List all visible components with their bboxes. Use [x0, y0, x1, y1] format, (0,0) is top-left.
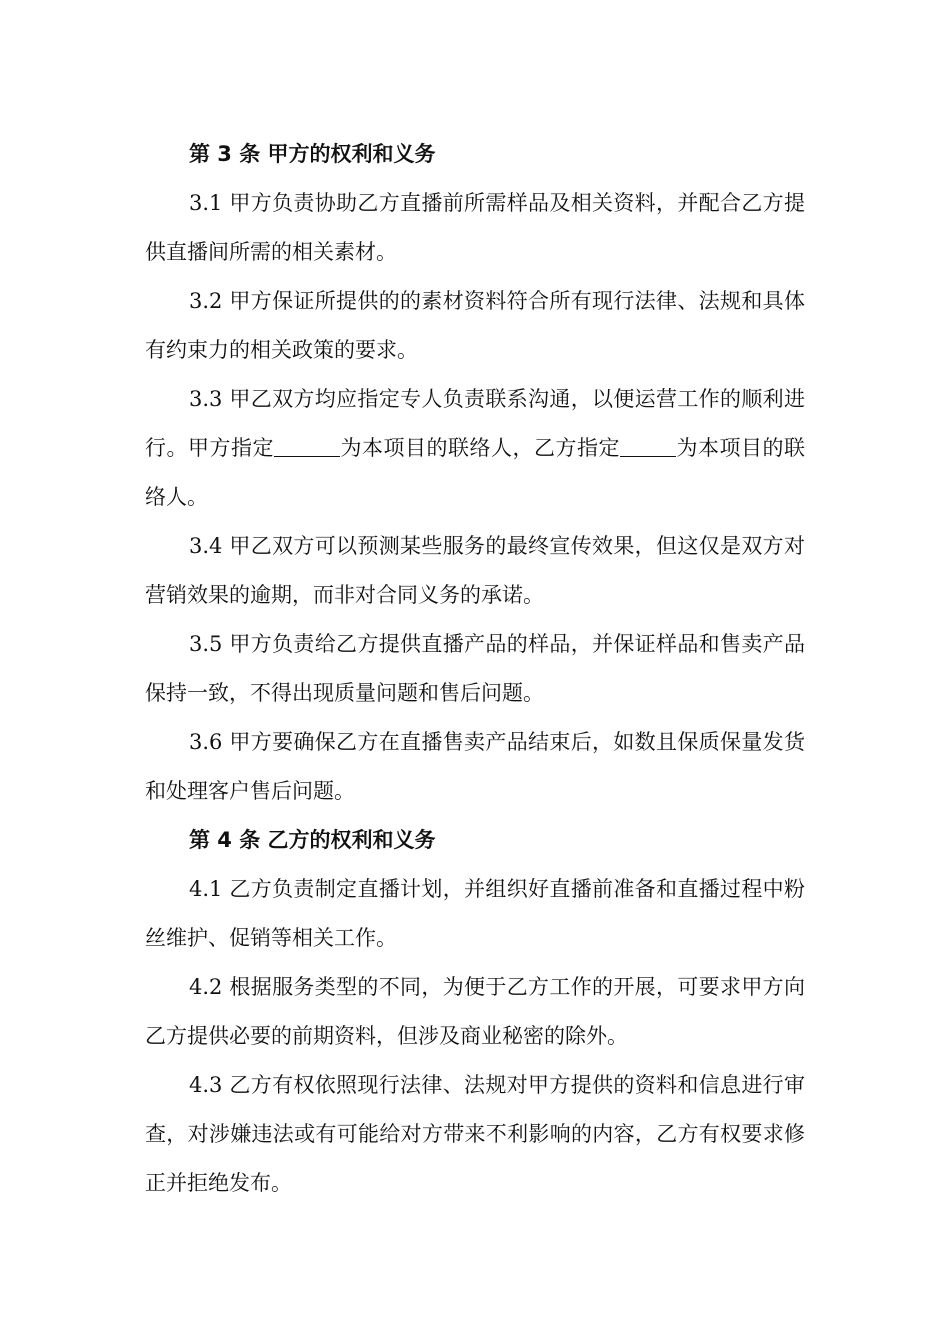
clause-3-6: 3.6 甲方要确保乙方在直播售卖产品结束后，如数且保质保量发货和处理客户售后问题。: [145, 730, 805, 803]
clause-3-4: 3.4 甲乙双方可以预测某些服务的最终宣传效果，但这仅是双方对营销效果的逾期，而非对合同义务的承诺。: [145, 534, 805, 607]
clause-3-1: 3.1 甲方负责协助乙方直播前所需样品及相关资料，并配合乙方提供直播间所需的相关素材。: [145, 191, 805, 264]
party-a-contact-blank[interactable]: [274, 435, 340, 457]
party-b-contact-blank[interactable]: [620, 435, 676, 457]
article-3-heading: 第 3 条 甲方的权利和义务: [189, 142, 436, 166]
document-page: [145, 130, 805, 1208]
clause-3-3-text-a: 3.3 甲乙双方均应指定专人负责联系沟通，以便运营工作的顺利进行。甲方指定: [145, 387, 805, 460]
clause-4-1: 4.1 乙方负责制定直播计划，并组织好直播前准备和直播过程中粉丝维护、促销等相关工作。: [145, 877, 805, 950]
clause-4-2: 4.2 根据服务类型的不同，为便于乙方工作的开展，可要求甲方向乙方提供必要的前期资料，但涉及商业秘密的除外。: [145, 975, 805, 1048]
clause-3-3-text-b: 为本项目的联络人，乙方指定: [340, 436, 620, 460]
clause-3-2: 3.2 甲方保证所提供的的素材资料符合所有现行法律、法规和具体有约束力的相关政策的要求。: [145, 289, 805, 362]
clause-3-3: [145, 375, 805, 522]
clause-3-3-text-c: 为本项目的联络人。: [145, 436, 805, 509]
clause-3-5: 3.5 甲方负责给乙方提供直播产品的样品，并保证样品和售卖产品保持一致，不得出现质量问题和售后问题。: [145, 632, 805, 705]
clause-4-3: 4.3 乙方有权依照现行法律、法规对甲方提供的资料和信息进行审查，对涉嫌违法或有可能给对方带来不利影响的内容，乙方有权要求修正并拒绝发布。: [145, 1073, 805, 1195]
article-4-heading: 第 4 条 乙方的权利和义务: [189, 828, 436, 852]
